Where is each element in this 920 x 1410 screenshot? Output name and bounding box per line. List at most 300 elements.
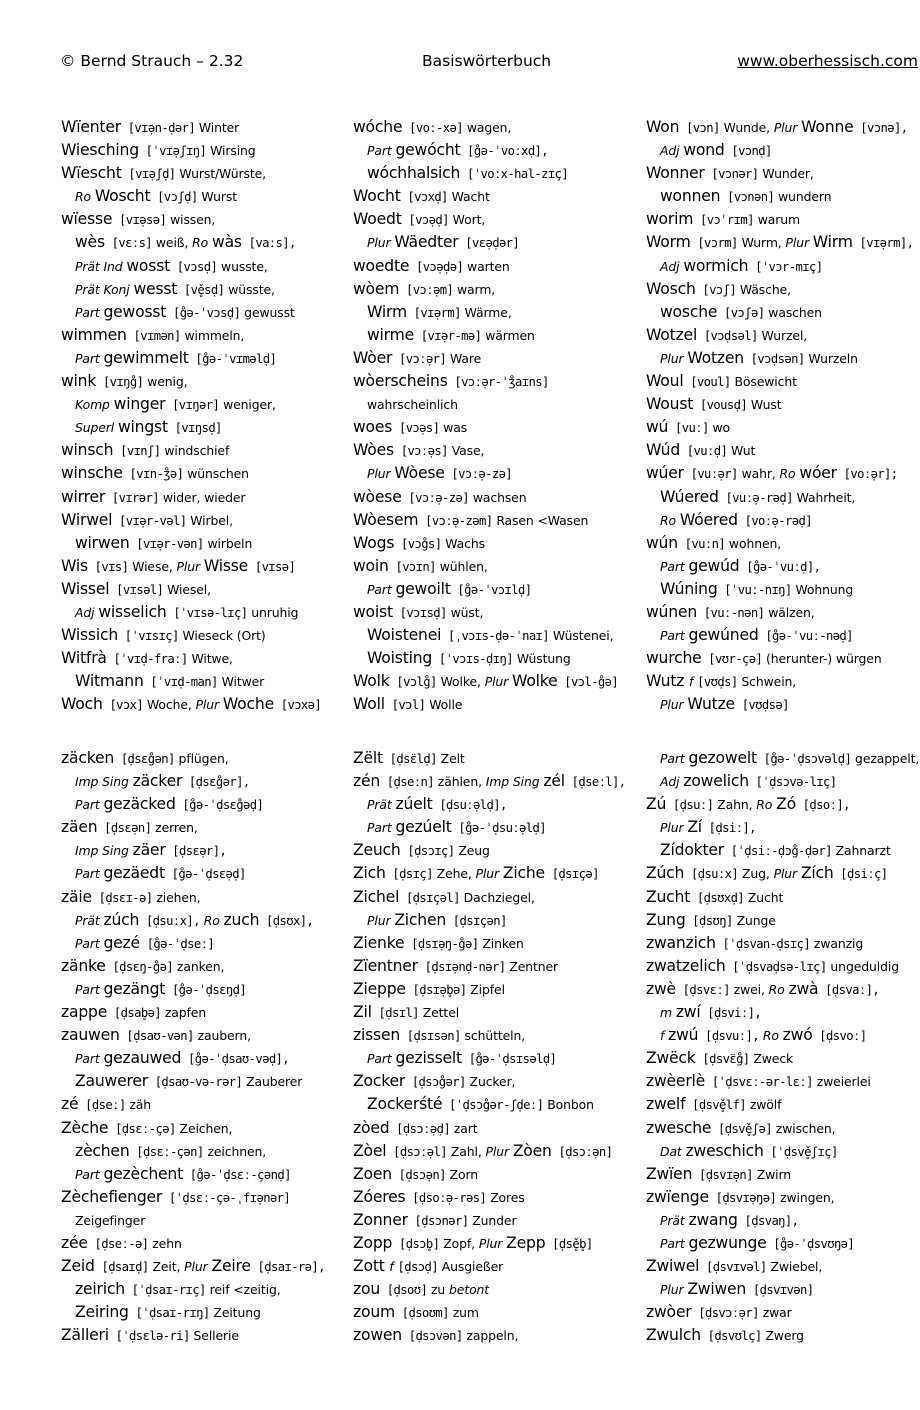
headword: gewúd xyxy=(688,556,740,575)
pronunciation: [ḍsvaŋ], xyxy=(737,1213,799,1228)
pronunciation: [g̊ə-ˈḍseː] xyxy=(139,936,215,951)
pronunciation: [vɔxḍ] xyxy=(400,190,448,205)
grammar-label: Adj xyxy=(75,604,99,620)
pronunciation: [vɪsəl] xyxy=(109,582,164,597)
gloss: wimmeln, xyxy=(180,327,245,343)
dictionary-line xyxy=(61,139,346,162)
pronunciation: [ḍsɪə̣ŋ-g̊ə] xyxy=(404,936,479,951)
gloss: gewusst xyxy=(240,304,295,320)
dictionary-line xyxy=(61,601,346,624)
gloss: zwanzig xyxy=(810,935,864,951)
pronunciation: [vʊḍsə] xyxy=(734,698,789,713)
dictionary-line xyxy=(61,578,346,601)
pronunciation: [g̊ə-ˈḍsaʊ-vəḍ], xyxy=(181,1052,290,1067)
dictionary-line xyxy=(646,670,920,693)
column-2 xyxy=(353,116,643,716)
dictionary-line xyxy=(353,1255,643,1278)
gloss: Zentner xyxy=(505,958,559,974)
gloss: Zores xyxy=(486,1189,525,1205)
dictionary-line xyxy=(61,278,346,301)
pronunciation: [ḍsě̥b̥] xyxy=(545,1236,593,1251)
pronunciation: [ḍsvě̥lf] xyxy=(685,1098,746,1113)
headword: Zwiwel xyxy=(646,1257,700,1276)
pronunciation: [vɔnən] xyxy=(720,190,775,205)
grammar-label: Part xyxy=(660,1235,689,1251)
headword: Wutze xyxy=(687,695,735,714)
dictionary-line xyxy=(646,1209,920,1232)
headword: wóchhalsich xyxy=(367,164,461,183)
gloss: zapfen xyxy=(161,1005,207,1021)
pronunciation: [vɔxə] xyxy=(273,698,322,713)
pronunciation: [ḍsɪə̣b̥ə] xyxy=(405,982,467,997)
pronunciation: [g̊ə-ˈḍsuːə̣lḍ] xyxy=(451,821,546,836)
headword: Wòer xyxy=(353,348,393,367)
gloss: wenig, xyxy=(143,374,188,390)
pronunciation: [vɔːə̣-zə] xyxy=(444,467,513,482)
gloss: Zucker, xyxy=(465,1074,516,1090)
dictionary-line xyxy=(646,347,920,370)
headword: zwí xyxy=(675,1003,701,1022)
grammar-label: Plur xyxy=(367,466,395,482)
dictionary-line xyxy=(646,886,920,909)
headword: gewimmelt xyxy=(103,348,189,367)
gloss: Zeichen, xyxy=(175,1120,233,1136)
grammar-label: Plur xyxy=(367,235,395,251)
grammar-label: Plur xyxy=(773,866,801,882)
gloss: Wut xyxy=(727,443,756,459)
gloss: Wieseck (Ort) xyxy=(178,628,266,644)
gloss: Zinken xyxy=(478,935,524,951)
dictionary-line xyxy=(646,978,920,1001)
dictionary-line xyxy=(61,793,346,816)
gloss: Zucht xyxy=(744,889,784,905)
dictionary-line xyxy=(61,1163,346,1186)
grammar-label: Adj xyxy=(660,258,684,274)
pronunciation: [ˌvɔɪs-ḍə-ˈnaɪ] xyxy=(441,629,550,644)
pronunciation: [ḍsɛŋ-g̊ə] xyxy=(105,959,174,974)
grammar-label: Ro xyxy=(762,1028,783,1044)
gloss: zu xyxy=(427,1282,450,1298)
headword: zauwen xyxy=(61,1026,120,1045)
grammar-label: Imp Sing xyxy=(485,774,544,790)
pronunciation: [ḍsɪsən] xyxy=(400,1029,461,1044)
dictionary-line xyxy=(353,439,643,462)
pronunciation: [vɪnʃ] xyxy=(113,444,161,459)
headword: wúer xyxy=(646,464,684,483)
pronunciation: [ḍsvɪvəl] xyxy=(699,1260,767,1275)
pronunciation: [ḍsuː] xyxy=(666,798,714,813)
headword: Woedt xyxy=(353,210,402,229)
gloss: wirbeln xyxy=(203,535,253,551)
dictionary-line xyxy=(646,208,920,231)
pronunciation: [vɔːə̣r-ˈʒ̊aɪns] xyxy=(447,375,549,390)
dictionary-line xyxy=(61,301,346,324)
dictionary-line xyxy=(353,486,643,509)
headword: woedte xyxy=(353,256,410,275)
headword: gewosst xyxy=(103,302,167,321)
grammar-label: Plur xyxy=(195,697,223,713)
headword: wòerscheins xyxy=(353,372,448,391)
pronunciation: [vɪs] xyxy=(87,559,129,574)
pronunciation: [ḍsab̥ə] xyxy=(107,1006,162,1021)
pronunciation: [ḍsɪçən] xyxy=(446,913,507,928)
pronunciation: [ḍsaʊ-vən] xyxy=(119,1029,194,1044)
gloss: wüst, xyxy=(446,604,484,620)
headword: Zung xyxy=(646,910,686,929)
gloss: Zipfel xyxy=(466,981,505,997)
gloss: zwölf xyxy=(746,1097,782,1113)
headword: wosst xyxy=(126,256,171,275)
gloss: zeichnen, xyxy=(203,1143,267,1159)
dictionary-line xyxy=(353,555,643,578)
gloss: Zorn xyxy=(445,1166,479,1182)
gloss: Wurm, xyxy=(737,235,786,251)
headword: woin xyxy=(353,556,389,575)
grammar-label: Imp Sing xyxy=(75,774,133,790)
headword: Witmann xyxy=(75,672,144,691)
headword: zwelf xyxy=(646,1095,686,1114)
pronunciation: [voː-xə] xyxy=(402,121,463,135)
pronunciation: [ḍsɛə̣n] xyxy=(97,821,152,836)
pronunciation: [vɔrm] xyxy=(690,236,738,251)
pronunciation: [vɔɪsḍ] xyxy=(392,605,447,620)
gloss: schütteln, xyxy=(460,1028,526,1044)
dictionary-line xyxy=(646,509,920,532)
headword: Zocker xyxy=(353,1072,406,1091)
grammar-label: Prät xyxy=(367,797,396,813)
pronunciation: [vɪə̣n-ḍər] xyxy=(120,121,196,135)
headword: zwatzelich xyxy=(646,956,726,975)
pronunciation: [vɛə̣ḍər] xyxy=(458,236,520,251)
grammar-label: Prät xyxy=(75,912,104,928)
grammar-label: Superl xyxy=(75,420,118,436)
grammar-label: Part xyxy=(367,143,396,159)
dictionary-line xyxy=(353,1278,643,1301)
pronunciation: [vɔə̣s] xyxy=(392,421,440,436)
pronunciation: [vɛːs] xyxy=(104,236,153,251)
gloss: zappeln, xyxy=(462,1328,519,1344)
headword: zwanzich xyxy=(646,933,716,952)
pronunciation: [vɔːə̣-zə] xyxy=(401,490,469,505)
dictionary-line xyxy=(61,1278,346,1301)
gloss: Vase, xyxy=(447,443,485,459)
dictionary-line xyxy=(353,393,643,416)
headword: gezäedt xyxy=(103,864,165,883)
headword: Zälleri xyxy=(61,1326,109,1345)
headword: Wocht xyxy=(353,187,401,206)
pronunciation: [vuːə̣r] xyxy=(683,467,738,482)
gloss: Zopf, xyxy=(439,1235,479,1251)
pronunciation: [ˈḍsɛlə-ri] xyxy=(108,1329,190,1344)
pronunciation: [vɔʃḍ] xyxy=(150,190,198,205)
headword: Zauwerer xyxy=(75,1072,148,1091)
pronunciation: [ḍsɔːə̣ḍ] xyxy=(389,1121,451,1136)
pronunciation: [vɪə̣r-mə] xyxy=(414,328,482,343)
gloss: Wahrheit, xyxy=(792,489,856,505)
gloss: Wust xyxy=(747,397,782,413)
headword: Woul xyxy=(646,372,684,391)
pronunciation: [g̊ə-ˈvɔɪlḍ] xyxy=(450,582,532,597)
dictionary-line xyxy=(646,1255,920,1278)
headword: gezisselt xyxy=(395,1049,462,1068)
pronunciation: [ḍsɛː-çə] xyxy=(108,1121,176,1136)
headword: gewúned xyxy=(688,626,759,645)
gloss: zählen, xyxy=(433,774,486,790)
dictionary-line xyxy=(61,1047,346,1070)
gloss: Winter xyxy=(195,120,240,135)
website-link[interactable]: www.oberhessisch.com xyxy=(737,52,918,70)
pronunciation: [vɪə̣rm] xyxy=(406,305,461,320)
pronunciation: [vɔx] xyxy=(102,698,144,713)
headword: Zeiring xyxy=(75,1303,129,1322)
column-2 xyxy=(353,747,643,1347)
grammar-label: Plur xyxy=(660,697,688,713)
pronunciation: [ḍsoʊ] xyxy=(380,1283,428,1298)
pronunciation: [g̊ə-ˈvɔsḍ] xyxy=(166,305,241,320)
page-header xyxy=(60,52,920,74)
gloss: wahrscheinlich xyxy=(367,397,458,413)
pronunciation: [ḍsaɪḍ] xyxy=(94,1260,149,1275)
gloss: Dachziegel, xyxy=(459,889,535,905)
gloss: Wolle xyxy=(425,697,463,713)
headword: wurche xyxy=(646,649,702,668)
dictionary-line xyxy=(646,555,920,578)
pronunciation: [ḍsɔḍ] xyxy=(397,1260,438,1275)
headword: Won xyxy=(646,118,680,136)
dictionary-line xyxy=(646,1301,920,1324)
pronunciation: [g̊ə-ˈḍsɪsəlḍ] xyxy=(461,1052,557,1067)
dictionary-line xyxy=(61,116,346,139)
headword: Wonne xyxy=(801,118,854,136)
dictionary-line xyxy=(353,932,643,955)
dictionary-line xyxy=(61,862,346,885)
gloss: Zahnarzt xyxy=(831,843,891,859)
headword: Woll xyxy=(353,695,385,714)
pronunciation: [vuː] xyxy=(668,421,709,436)
pronunciation: [ˈvɪḍ-fraː] xyxy=(106,652,188,667)
headword: Woust xyxy=(646,395,694,414)
pronunciation: [vɔnə], xyxy=(853,121,908,135)
headword: Zichen xyxy=(394,910,447,929)
dictionary-line xyxy=(353,509,643,532)
headword: Zockerśté xyxy=(367,1095,443,1114)
gloss: Witwer xyxy=(217,674,265,690)
headword: wún xyxy=(646,533,678,552)
grammar-label: Part xyxy=(367,581,396,597)
dictionary-line xyxy=(646,578,920,601)
headword: wïesse xyxy=(61,210,113,229)
pronunciation: [vɪsə] xyxy=(248,559,296,574)
dictionary-line xyxy=(61,347,346,370)
dictionary-line xyxy=(646,793,920,816)
pronunciation: [ḍsʊŋ] xyxy=(685,913,733,928)
dictionary-line xyxy=(646,1047,920,1070)
pronunciation: [ḍsɛg̊ən] xyxy=(114,752,175,766)
pronunciation: [ḍsvɛː] xyxy=(675,982,730,997)
pronunciation: [vuːə̣-rəḍ] xyxy=(718,490,793,505)
dictionary-line xyxy=(61,1301,346,1324)
pronunciation: [ḍsɛg̊ər], xyxy=(182,775,250,790)
dictionary-line xyxy=(646,1232,920,1255)
pronunciation: [g̊ə-ˈḍsɛŋḍ] xyxy=(165,982,247,997)
grammar-label: Part xyxy=(75,350,104,366)
pronunciation: [vɪə̣r-vən] xyxy=(129,536,204,551)
pronunciation: [vɪn-ʒ̊ə] xyxy=(122,467,184,482)
grammar-label: Prät xyxy=(660,1212,689,1228)
dictionary-line xyxy=(353,231,643,254)
dictionary-line xyxy=(646,324,920,347)
dictionary-line xyxy=(353,862,643,885)
headword: zúch xyxy=(103,910,140,929)
dictionary-line xyxy=(61,439,346,462)
pronunciation: [vɪə̣ʃḍ] xyxy=(121,167,176,182)
gloss: Ware xyxy=(446,350,482,366)
dictionary-line xyxy=(61,509,346,532)
dictionary-line xyxy=(646,370,920,393)
dictionary-line xyxy=(646,862,920,885)
pronunciation: [ḍsvʊlç] xyxy=(700,1329,762,1344)
dictionary-line xyxy=(353,1093,643,1116)
headword: gezauwed xyxy=(103,1049,182,1068)
dictionary-line xyxy=(646,139,920,162)
pronunciation: [vʊr-çə] xyxy=(701,652,763,667)
headword: Woisting xyxy=(367,649,433,668)
dictionary-line xyxy=(353,1301,643,1324)
pronunciation: [vɔḍsəl] xyxy=(697,328,758,343)
dictionary-line xyxy=(646,647,920,670)
dictionary-line xyxy=(646,462,920,485)
headword: Wòesem xyxy=(353,510,419,529)
dictionary-line xyxy=(353,1117,643,1140)
pronunciation: [ˈvɪsɪç] xyxy=(118,629,179,644)
pronunciation: [ḍsoːə̣-rəs] xyxy=(405,1190,487,1205)
pronunciation: [ḍsuːx] xyxy=(684,867,739,882)
headword: Zil xyxy=(353,1003,372,1022)
gloss: unruhig xyxy=(247,604,299,620)
pronunciation: [g̊ə-ˈḍsvʊŋə] xyxy=(766,1236,855,1251)
headword: zúelt xyxy=(395,795,433,814)
gloss: Wüstung xyxy=(513,651,571,667)
dictionary-line xyxy=(61,1209,346,1232)
gloss: weniger, xyxy=(219,397,276,413)
headword: zé xyxy=(61,1095,79,1114)
pronunciation: [ḍsiː], xyxy=(701,821,756,836)
headword: winger xyxy=(113,395,166,414)
headword: zwó xyxy=(782,1026,813,1045)
dictionary-line xyxy=(646,1024,920,1047)
gloss: Zauberer xyxy=(242,1074,303,1090)
pronunciation: [ˈḍsiː-ḍɔg̊-ḍər] xyxy=(724,844,832,859)
headword: wingst xyxy=(117,418,168,437)
gloss: Zunge xyxy=(732,912,776,928)
dictionary-line xyxy=(646,1186,920,1209)
pronunciation: [ˈvɪḍ-man] xyxy=(143,675,218,690)
gloss: zehn xyxy=(148,1235,182,1251)
headword: gezé xyxy=(103,933,140,952)
pronunciation: [ˈvɔɪs-ḍɪŋ] xyxy=(432,652,513,667)
pronunciation: [vɔl-g̊ə] xyxy=(557,675,619,690)
headword: zwesche xyxy=(646,1118,712,1137)
gloss: Wacht xyxy=(447,189,490,205)
headword: Zídokter xyxy=(660,841,725,860)
pronunciation: [g̊ə-ˈḍsɛː-çənḍ] xyxy=(183,1167,291,1182)
gloss: Wirbel, xyxy=(186,512,233,528)
pronunciation: [vɪŋər] xyxy=(165,398,220,413)
gloss: Wüstenei, xyxy=(549,628,614,644)
pronunciation: [vaːs], xyxy=(241,236,296,251)
headword: gezúelt xyxy=(395,818,452,837)
grammar-label: Plur xyxy=(785,235,813,251)
dictionary-line xyxy=(61,255,346,278)
dictionary-line xyxy=(61,416,346,439)
grammar-label: Part xyxy=(367,820,396,836)
dictionary-line xyxy=(61,955,346,978)
dictionary-line xyxy=(61,393,346,416)
dictionary-line xyxy=(353,324,643,347)
pronunciation: [ḍsvɪvən] xyxy=(746,1283,814,1298)
headword: zweschich xyxy=(685,1141,764,1160)
dictionary-line xyxy=(646,301,920,324)
grammar-label: Plur xyxy=(773,120,802,135)
dictionary-line xyxy=(61,1324,346,1347)
dictionary-line xyxy=(353,139,643,162)
headword: zwà xyxy=(788,979,819,998)
gloss: zäh xyxy=(125,1097,152,1113)
headword: Zeuch xyxy=(353,841,401,860)
grammar-label: f xyxy=(660,1028,669,1044)
gloss: Zeug xyxy=(454,843,490,859)
dictionary-line xyxy=(646,439,920,462)
pronunciation: [ḍsvɪə̣n] xyxy=(692,1167,753,1182)
pronunciation: [vɪŋg̊] xyxy=(96,375,144,390)
grammar-label: Komp xyxy=(75,397,114,413)
pronunciation: [vɔə̣ḍ] xyxy=(401,213,449,228)
dictionary-line xyxy=(353,116,643,139)
dictionary-line xyxy=(61,886,346,909)
headword: Wòes xyxy=(353,441,394,460)
column-3 xyxy=(646,747,920,1347)
gloss: warm, xyxy=(453,281,496,297)
dictionary-line xyxy=(353,1047,643,1070)
headword: gewócht xyxy=(395,141,461,160)
headword: Ziche xyxy=(502,864,545,883)
headword: Woch xyxy=(61,695,103,714)
grammar-label: Plur xyxy=(485,1143,513,1159)
pronunciation: [g̊ə-ˈvoːxḍ], xyxy=(460,144,549,159)
gloss: Zettel xyxy=(418,1005,460,1021)
dictionary-line xyxy=(646,770,920,793)
dictionary-line xyxy=(646,1070,920,1093)
dictionary-line xyxy=(646,624,920,647)
dictionary-line xyxy=(646,116,920,139)
headword: zée xyxy=(61,1233,88,1252)
dictionary-line xyxy=(61,747,346,770)
dictionary-line xyxy=(646,909,920,932)
headword: Zonner xyxy=(353,1210,408,1229)
headword: zappe xyxy=(61,1003,108,1022)
pronunciation: [ˈvuː-nɪŋ] xyxy=(717,582,792,597)
grammar-label: Plur xyxy=(475,866,503,882)
gloss: wagen, xyxy=(463,120,512,135)
dictionary-line xyxy=(353,185,643,208)
pronunciation: [ḍsɪə̣nḍ-nər] xyxy=(417,959,506,974)
gloss: wühlen, xyxy=(435,558,488,574)
headword: gewoilt xyxy=(395,579,451,598)
dictionary-line xyxy=(646,839,920,862)
gloss: wahr, xyxy=(737,466,780,482)
headword: Wissel xyxy=(61,579,110,598)
grammar-label: f xyxy=(689,674,698,690)
